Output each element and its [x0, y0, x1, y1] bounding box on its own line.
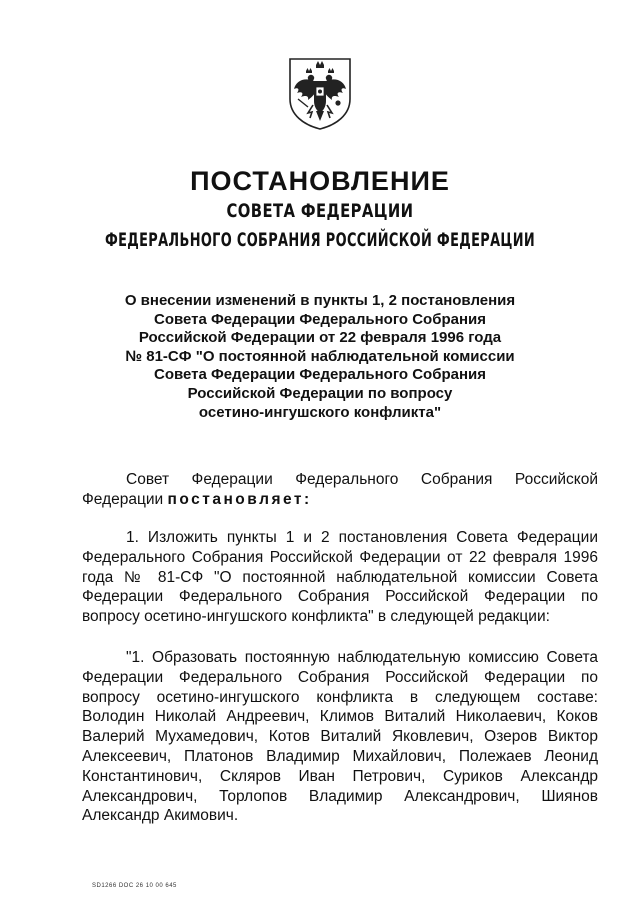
coat-of-arms-icon — [286, 55, 354, 131]
subject-line: Российской Федерации от 22 февраля 1996 года — [138, 329, 502, 347]
paragraph-1: 1. Изложить пункты 1 и 2 постановления Совета Федерации Федерального Собрания Российской Федерации от 22 февраля 1996 года № 81-СФ "О постоянной наблюдательной комиссии Совета Федерации Федерального Собрания Российской Федерации по вопросу осетино-ингушского конфликта" в следующей редакции: — [82, 529, 598, 626]
subject-line: Совета Федерации Федерального Собрания — [153, 366, 487, 384]
paragraph-2: "1. Образовать постоянную наблюдательную комиссию Совета Федерации Федерального Собрания Российской Федерации по вопросу осетино-ингушского конфликта в следующем составе: Володин Николай Андреевич, Климов Виталий Николаевич, Коков Валерий Мухамедович, Котов Виталий Яковлевич, Озеров Виктор Алексеевич, Платонов Владимир Михайлович, Полежаев Леонид Константинович, Скляров Иван Петрович, Суриков Александр Александрович, Торлопов Владимир Александрович, Шиянов Александр Акимович. — [82, 649, 598, 825]
subject-line: Совета Федерации Федерального Собрания — [153, 310, 487, 328]
issuer-line-1: СОВЕТА ФЕДЕРАЦИИ — [226, 200, 414, 222]
footer-code: SD1266 DOC 26 10 00 645 — [92, 883, 177, 889]
subject-line: О внесении изменений в пункты 1, 2 постановления — [124, 292, 516, 309]
subject-line: № 81-СФ "О постоянной наблюдательной комиссии — [125, 347, 515, 365]
intro-resolves: постановляет: — [167, 490, 312, 508]
document-title: ПОСТАНОВЛЕНИЕ — [190, 166, 450, 196]
subject-line: Российской Федерации по вопросу — [187, 384, 453, 402]
issuer-line-2: ФЕДЕРАЛЬНОГО СОБРАНИЯ РОССИЙСКОЙ ФЕДЕРАЦИИ — [104, 229, 536, 251]
intro-text: Совет Федерации Федерального Собрания Российской Федерации — [82, 471, 598, 508]
intro-paragraph — [82, 470, 598, 510]
document-subject — [90, 292, 550, 422]
subject-line: осетино-ингушского конфликта" — [198, 403, 442, 421]
